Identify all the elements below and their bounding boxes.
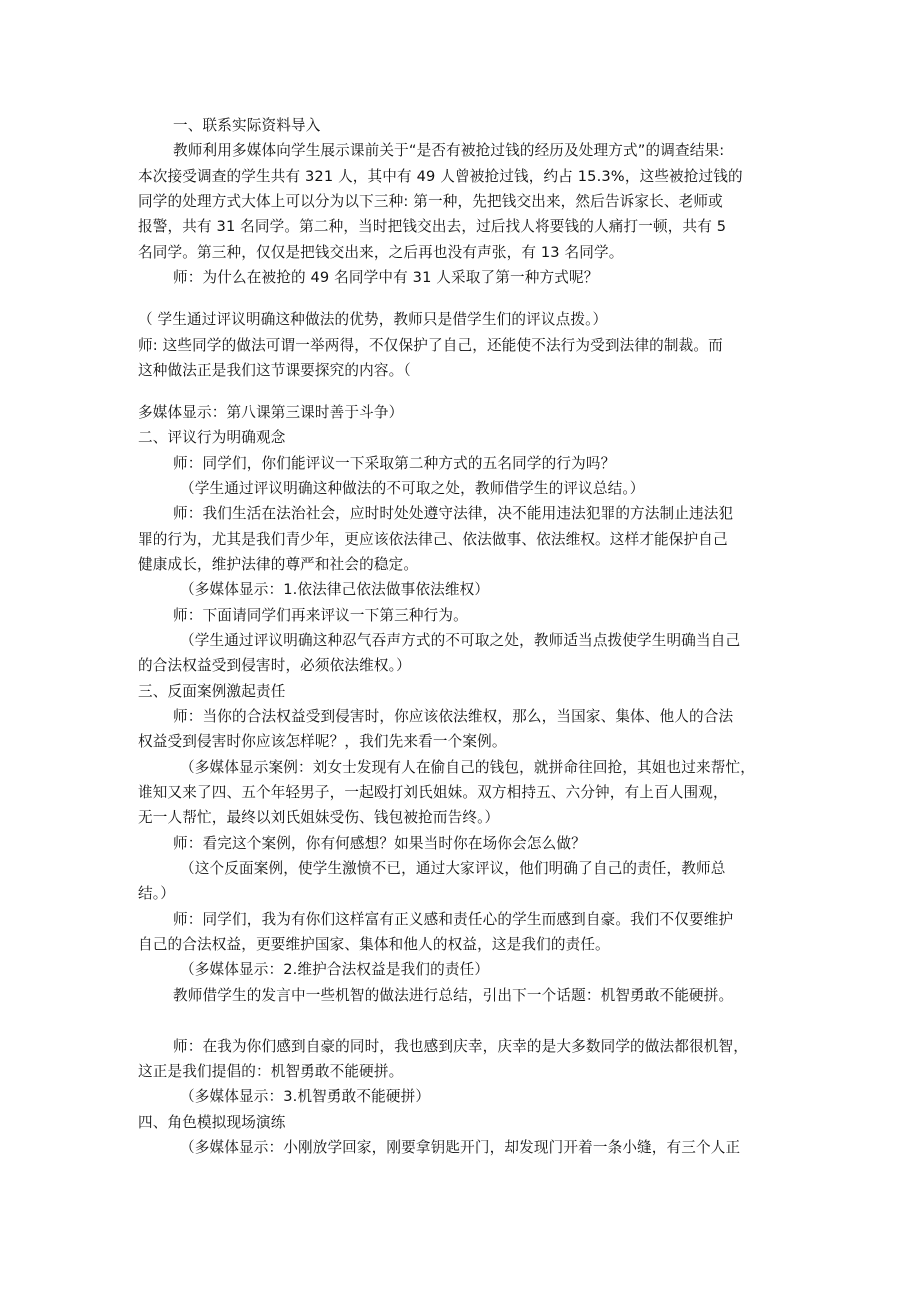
paragraph-line: （多媒体显示：2.维护合法权益是我们的责任） xyxy=(180,961,490,978)
paragraph-line: 报警，共有 31 名同学。第二种，当时把钱交出去，过后找人将要钱的人痛打一顿，共有 5 xyxy=(138,218,727,235)
paragraph-line: 师：看完这个案例，你有何感想？如果当时你在场你会怎么做？ xyxy=(173,835,586,852)
paragraph-line: 权益受到侵害时你应该怎样呢？，我们先来看一个案例。 xyxy=(138,733,507,750)
paragraph-line: 师：为什么在被抢的 49 名同学中有 31 人采取了第一种方式呢？ xyxy=(173,269,599,286)
paragraph-line: 结。） xyxy=(138,885,175,902)
section-heading-3: 三、反面案例激起责任 xyxy=(138,683,286,700)
section-heading-1: 一、联系实际资料导入 xyxy=(173,117,321,134)
paragraph-line: 教师利用多媒体向学生展示课前关于“是否有被抢过钱的经历及处理方式”的调查结果: xyxy=(173,142,725,159)
paragraph-line: 多媒体显示：第八课第三课时善于斗争） xyxy=(138,404,404,421)
paragraph-line: 无一人帮忙，最终以刘氏姐妹受伤、钱包被抢而告终。） xyxy=(138,809,500,826)
paragraph-line: 教师借学生的发言中一些机智的做法进行总结，引出下一个话题：机智勇敢不能硬拼。 xyxy=(173,987,734,1004)
paragraph-line: 自己的合法权益，更要维护国家、集体和他人的权益，这是我们的责任。 xyxy=(138,936,610,953)
paragraph-line: 同学的处理方式大体上可以分为以下三种: 第一种，先把钱交出来，然后告诉家长、老师或 xyxy=(138,193,723,210)
paragraph-line: 本次接受调查的学生共有 321 人，其中有 49 人曾被抢过钱，约占 15.3%，这些被抢过钱的 xyxy=(138,168,743,185)
paragraph-line: 师：同学们，你们能评议一下采取第二种方式的五名同学的行为吗？ xyxy=(173,455,616,472)
paragraph-line: 师：在我为你们感到自豪的同时，我也感到庆幸，庆幸的是大多数同学的做法都很机智， xyxy=(173,1038,749,1055)
paragraph-line: 谁知又来了四、五个年轻男子，一起殴打刘氏姐妹。双方相持五、六分钟，有上百人围观， xyxy=(138,784,728,801)
paragraph-line: 师：当你的合法权益受到侵害时，你应该依法维权，那么，当国家、集体、他人的合法 xyxy=(173,708,734,725)
paragraph-line: 这正是我们提倡的：机智勇敢不能硬拼。 xyxy=(138,1063,404,1080)
paragraph-line: （多媒体显示：小刚放学回家，刚要拿钥匙开门，却发现门开着一条小缝，有三个人正 xyxy=(180,1139,741,1156)
paragraph-line: （学生通过评议明确这种忍气吞声方式的不可取之处，教师适当点拨使学生明确当自己 xyxy=(180,632,741,649)
paragraph-line: 的合法权益受到侵害时，必须依法维权。） xyxy=(138,657,411,674)
paragraph-line: （ 学生通过评议明确这种做法的优势，教师只是借学生们的评议点拨。） xyxy=(138,311,608,328)
paragraph-line: 师：下面请同学们再来评议一下第三种行为。 xyxy=(173,607,468,624)
paragraph-line: （这个反面案例，使学生激愤不已，通过大家评议，他们明确了自己的责任，教师总 xyxy=(180,860,726,877)
paragraph-line: 师：我们生活在法治社会，应时时处处遵守法律，决不能用违法犯罪的方法制止违法犯 xyxy=(173,505,734,522)
paragraph-line: 名同学。第三种，仅仅是把钱交出来，之后再也没有声张，有 13 名同学。 xyxy=(138,244,624,261)
paragraph-line: （学生通过评议明确这种做法的不可取之处，教师借学生的评议总结。） xyxy=(180,480,645,497)
paragraph-line: 师：同学们，我为有你们这样富有正义感和责任心的学生而感到自豪。我们不仅要维护 xyxy=(173,911,734,928)
paragraph-line: （多媒体显示案例：刘女士发现有人在偷自己的钱包，就拼命往回抢，其姐也过来帮忙， xyxy=(180,759,756,776)
paragraph-line: 罪的行为，尤其是我们青少年，更应该依法律己、依法做事、依法维权。这样才能保护自己 xyxy=(138,531,728,548)
paragraph-line: 健康成长，维护法律的尊严和社会的稳定。 xyxy=(138,556,419,573)
section-heading-2: 二、评议行为明确观念 xyxy=(138,429,286,446)
section-heading-4: 四、角色模拟现场演练 xyxy=(138,1114,286,1131)
paragraph-line: （多媒体显示：3.机智勇敢不能硬拼） xyxy=(180,1088,431,1105)
paragraph-line: （多媒体显示：1.依法律己依法做事依法维权） xyxy=(180,581,490,598)
paragraph-line: 师: 这些同学的做法可谓一举两得，不仅保护了自己，还能使不法行为受到法律的制裁。而 xyxy=(138,337,723,354)
paragraph-line: 这种做法正是我们这节课要探究的内容。（ xyxy=(138,362,411,379)
